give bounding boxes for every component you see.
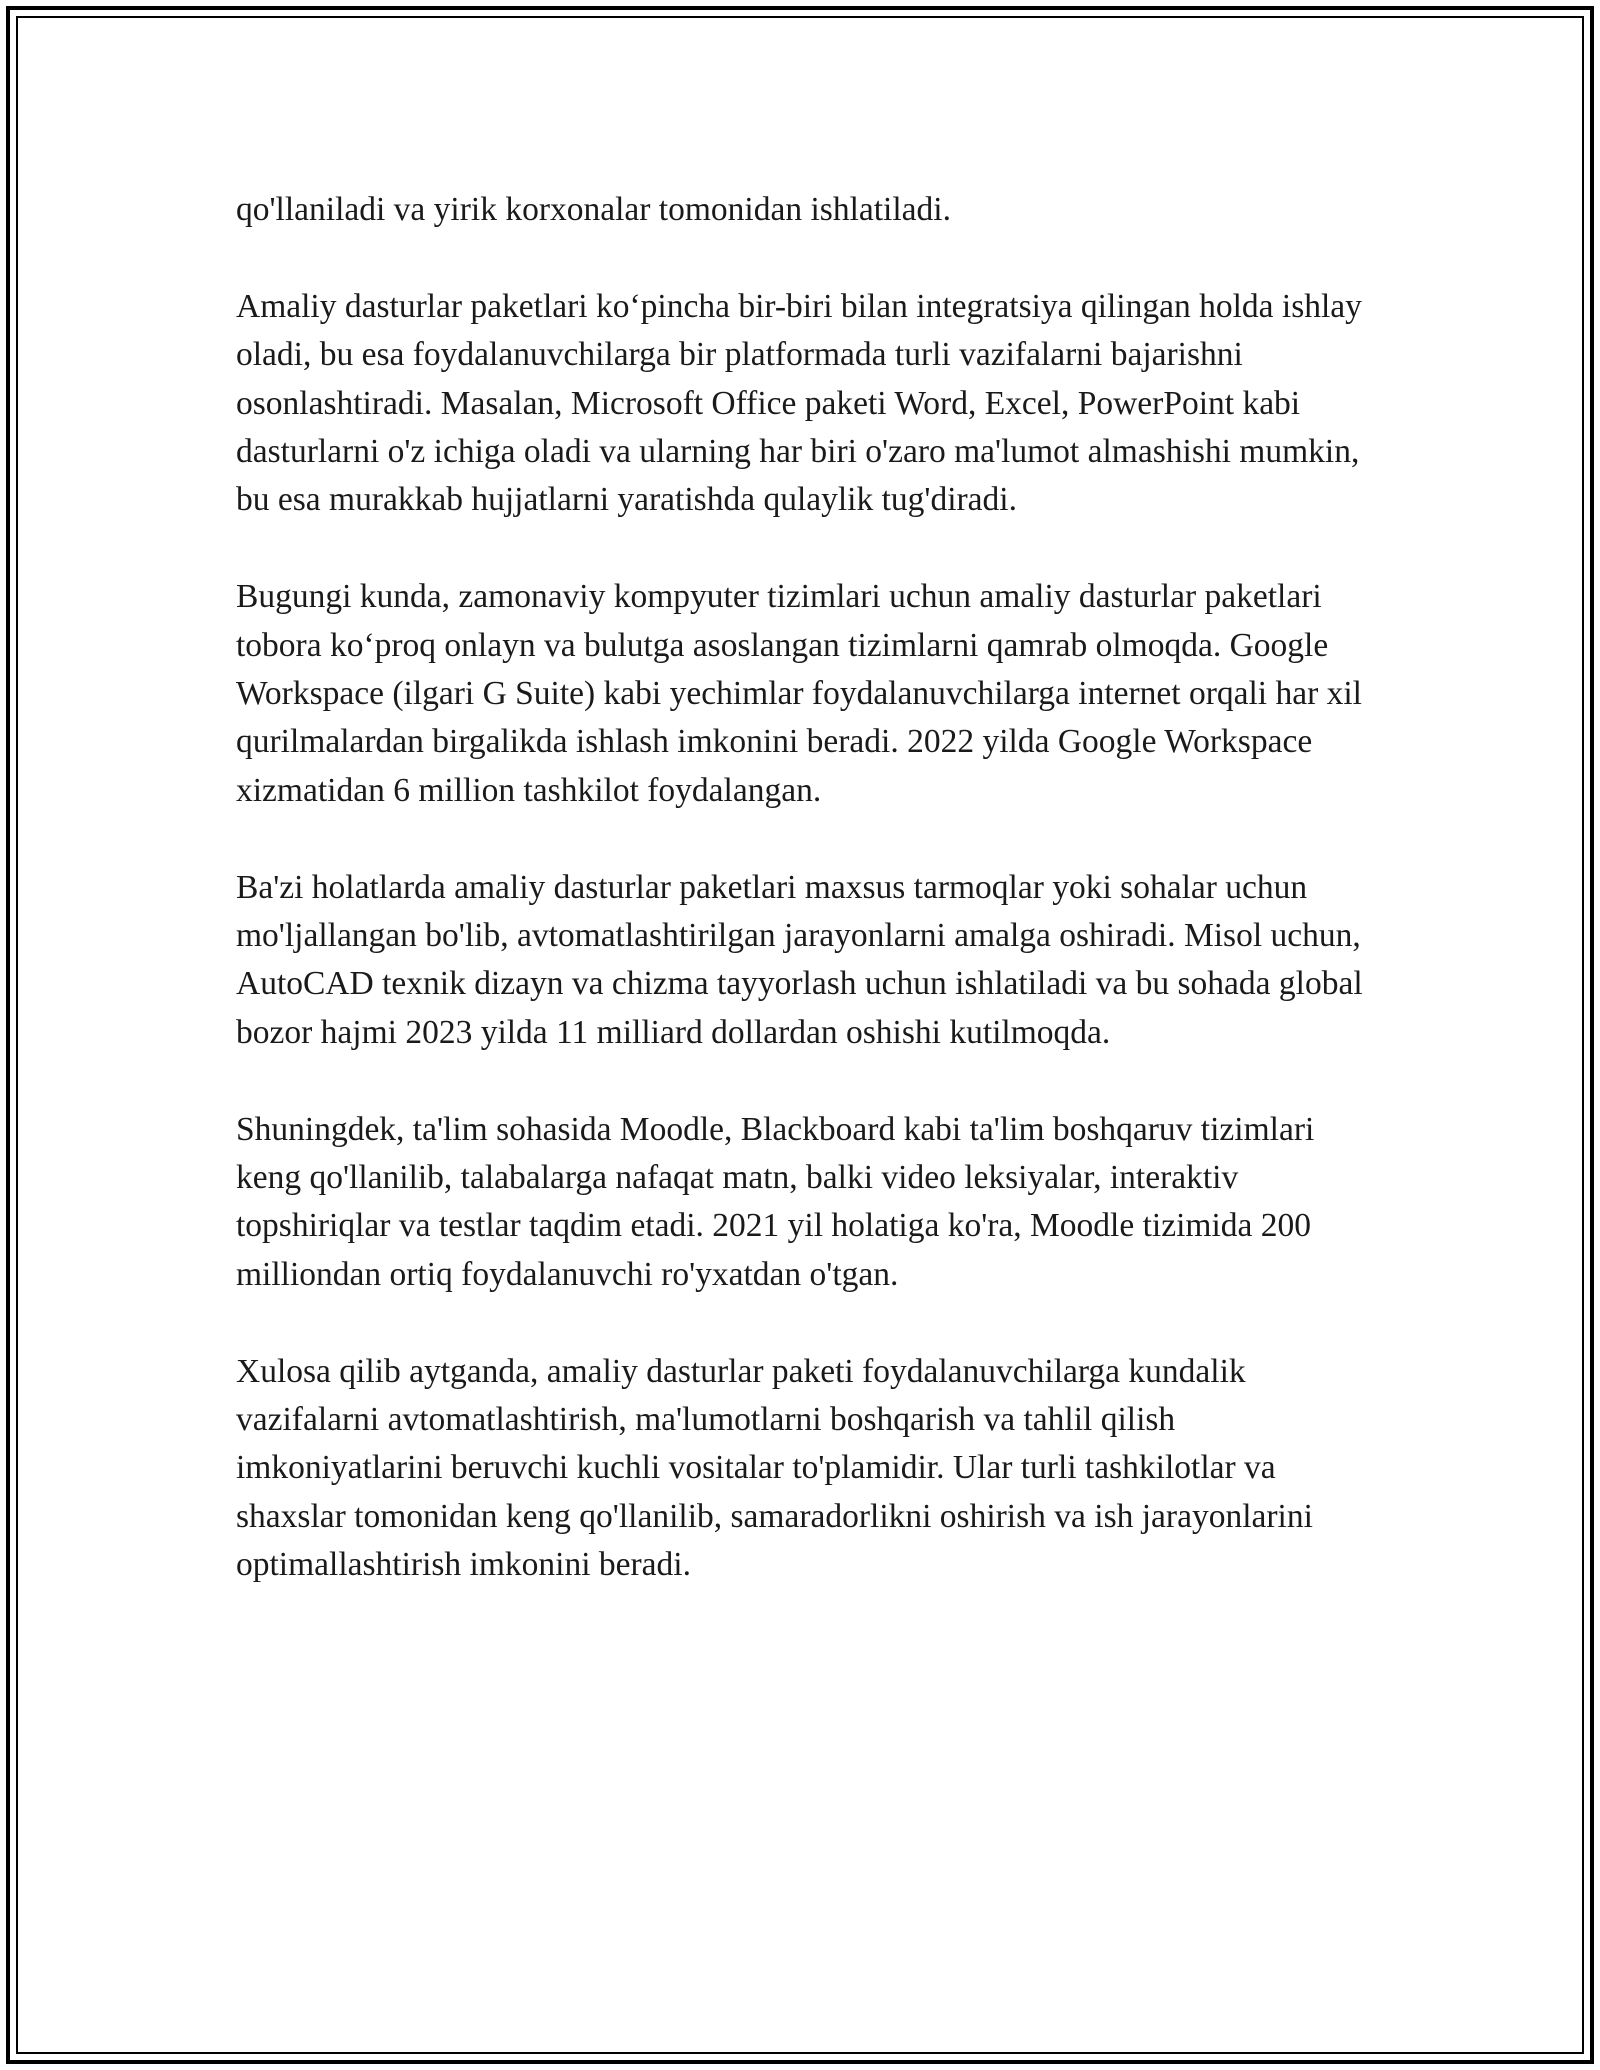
paragraph-education-systems: Shuningdek, ta'lim sohasida Moodle, Blackboard kabi ta'lim boshqaruv tizimlari keng qo'llanilib, talabalarga nafaqat matn, balki video leksiyalar, interaktiv topshiriqlar va testlar taqdim etadi. 2021 yil holatiga ko'ra, Moodle tizimida 200 milliondan ortiq foydalanuvchi ro'yxatdan o'tgan. [236, 1110, 1315, 1293]
paragraph-conclusion: Xulosa qilib aytganda, amaliy dasturlar paketi foydalanuvchilarga kundalik vazifalarni avtomatlashtirish, ma'lumotlarni boshqarish va tahlil qilish imkoniyatlarini beruvchi kuchli vositalar to'plamidir. Ular turli tashkilotlar va shaxslar tomonidan keng qo'llanilib, samaradorlikni oshirish va ish jarayonlarini optimallashtirish imkonini beradi. [236, 1352, 1313, 1584]
paragraph-integration: Amaliy dasturlar paketlari ko‘pincha bir-biri bilan integratsiya qilingan holda ishlay oladi, bu esa foydalanuvchilarga bir platformada turli vazifalarni bajarishni osonlashtiradi. Masalan, Microsoft Office paketi Word, Excel, PowerPoint kabi dasturlarni o'z ichiga oladi va ularning har biri o'zaro ma'lumot almashishi mumkin, bu esa murakkab hujjatlarni yaratishda qulaylik tug'diradi. [236, 287, 1362, 519]
document-body [236, 186, 1366, 1590]
paragraph-continuation: qo'llaniladi va yirik korxonalar tomonidan ishlatiladi. [236, 191, 951, 228]
paragraph-cloud-systems: Bugungi kunda, zamonaviy kompyuter tizimlari uchun amaliy dasturlar paketlari tobora ko‘proq onlayn va bulutga asoslangan tizimlarni qamrab olmoqda. Google Workspace (ilgari G Suite) kabi yechimlar foydalanuvchilarga internet orqali har xil qurilmalardan birgalikda ishlash imkonini beradi. 2022 yilda Google Workspace xizmatidan 6 million tashkilot foydalangan. [236, 578, 1362, 809]
paragraph-specialized-software: Ba'zi holatlarda amaliy dasturlar paketlari maxsus tarmoqlar yoki sohalar uchun mo'ljallangan bo'lib, avtomatlashtirilgan jarayonlarni amalga oshiradi. Misol uchun, AutoCAD texnik dizayn va chizma tayyorlash uchun ishlatiladi va bu sohada global bozor hajmi 2023 yilda 11 milliard dollardan oshishi kutilmoqda. [236, 868, 1363, 1051]
